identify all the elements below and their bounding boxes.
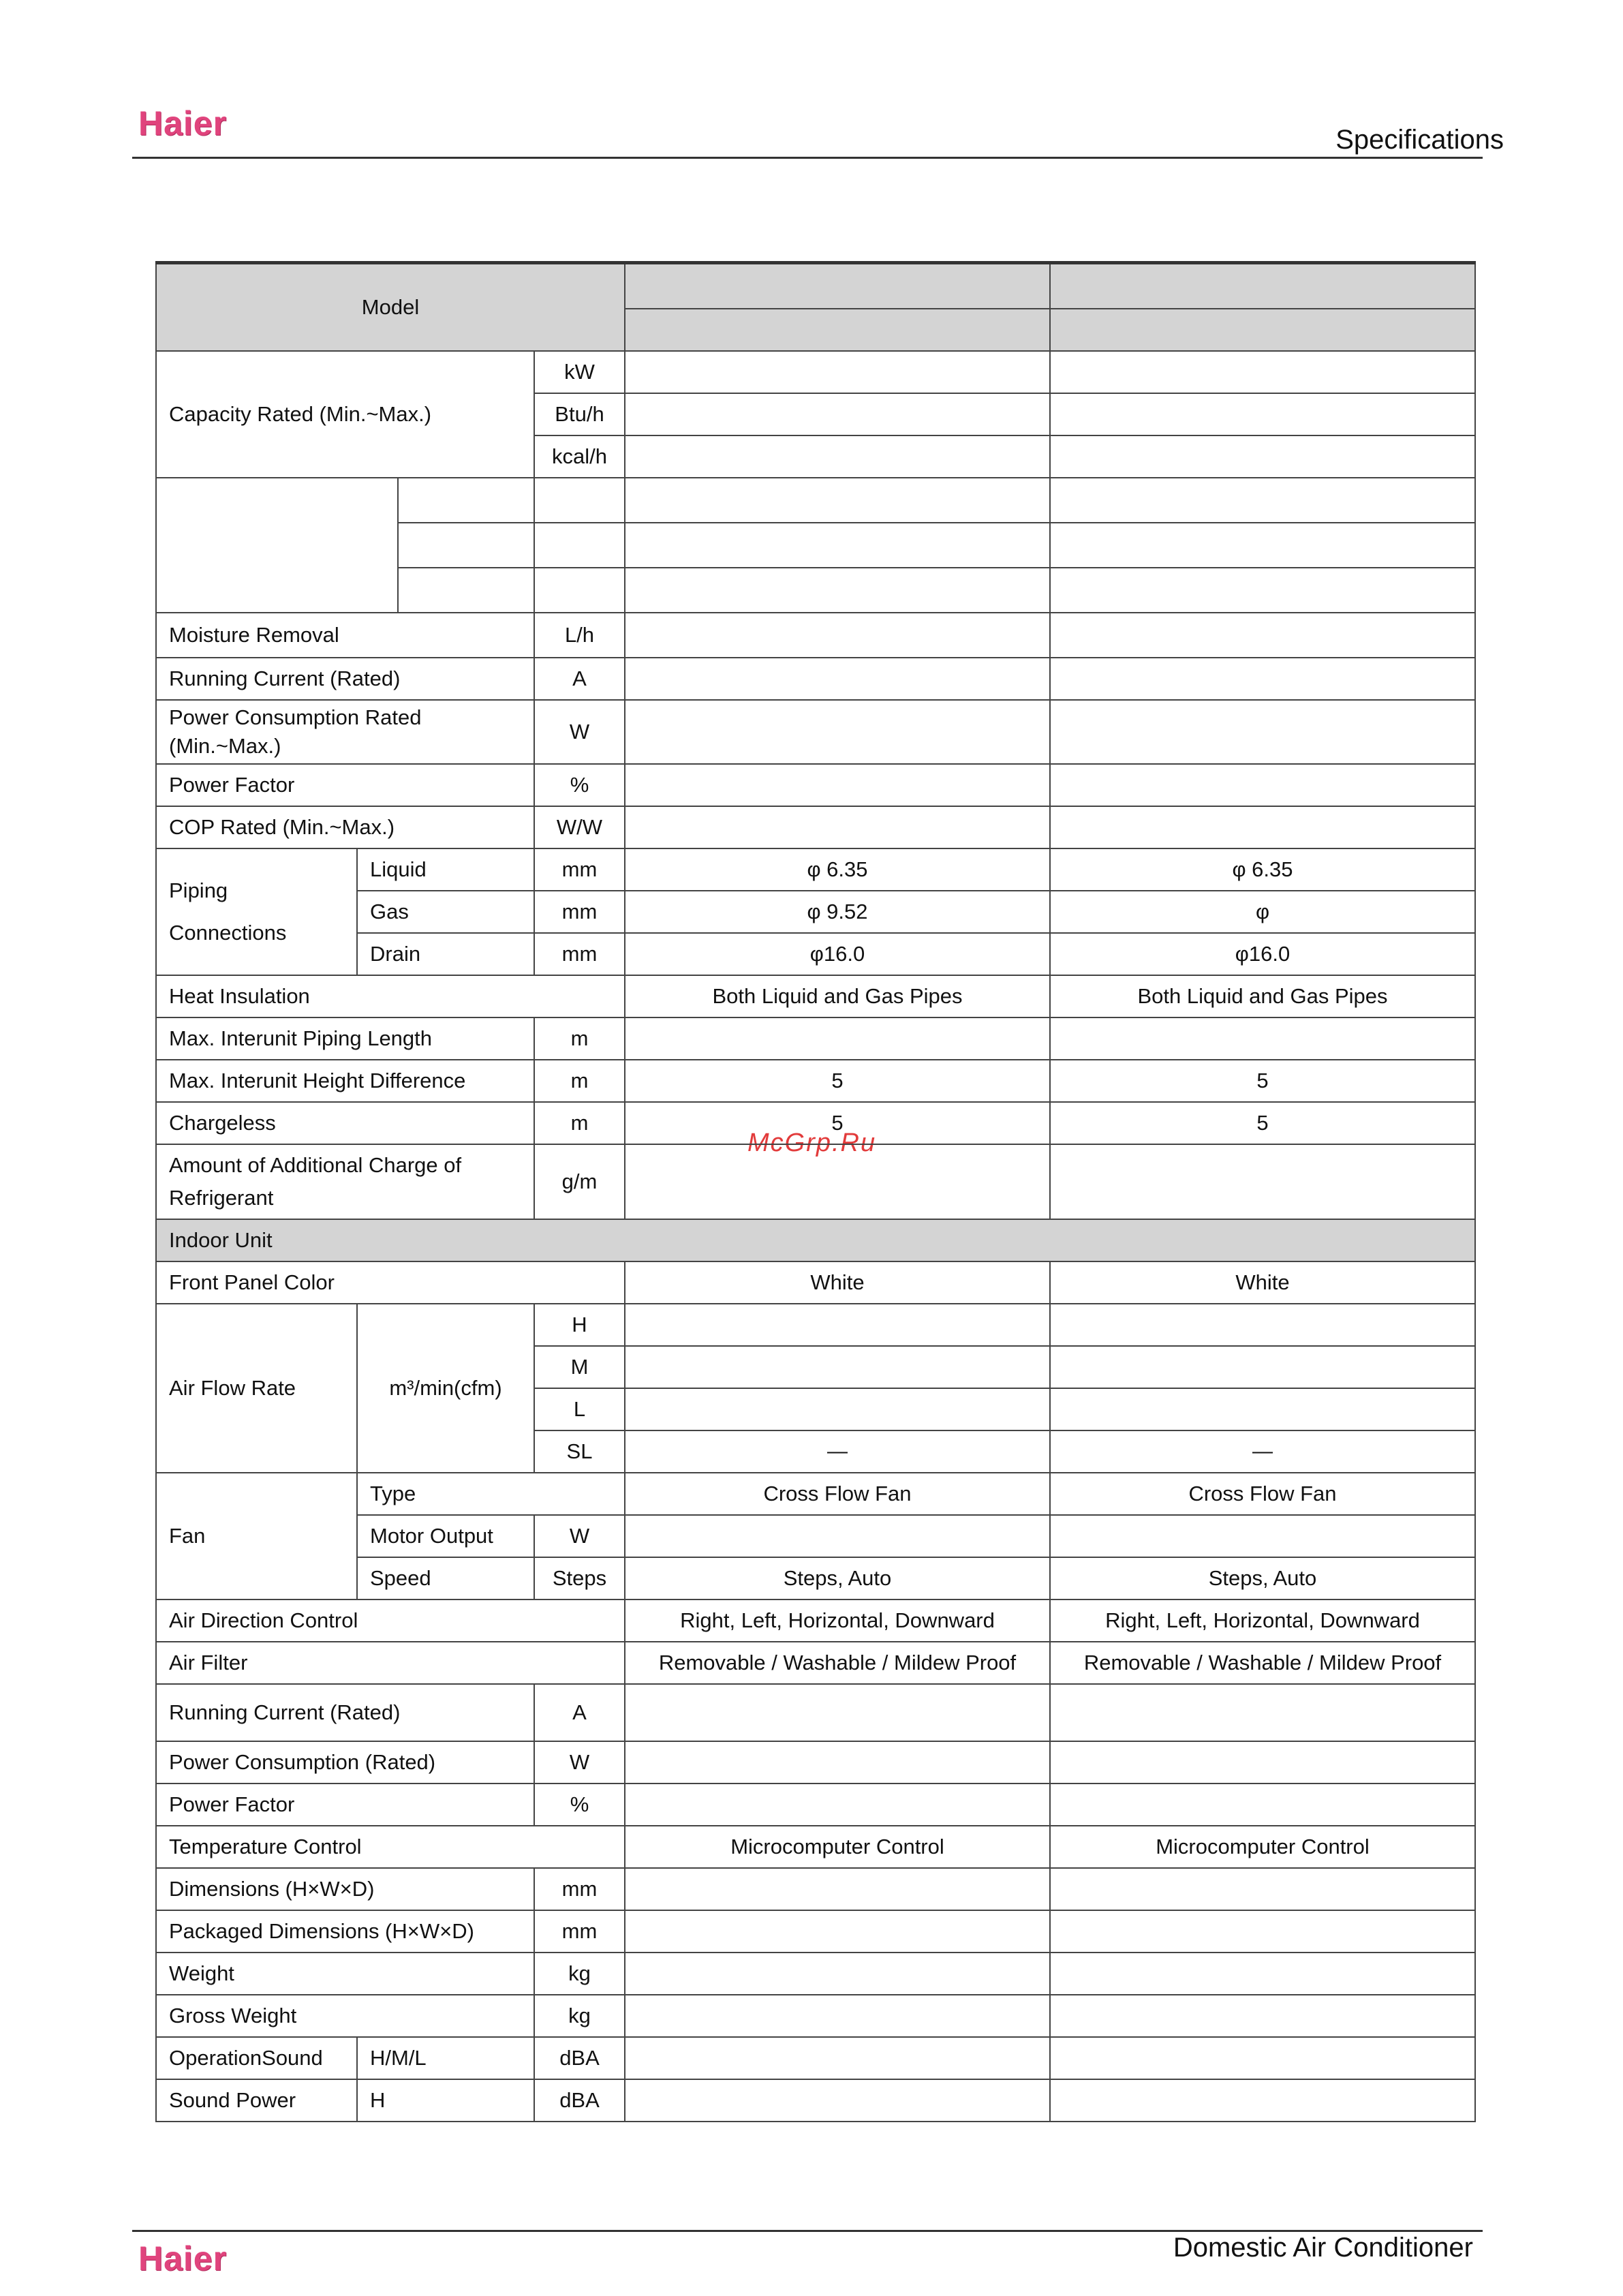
chargeless-value-2: 5 bbox=[1050, 1102, 1475, 1144]
value-cell bbox=[625, 1868, 1050, 1910]
model-sub-2 bbox=[1050, 309, 1475, 351]
value-cell bbox=[625, 1995, 1050, 2037]
fan-type-value-1: Cross Flow Fan bbox=[625, 1473, 1050, 1515]
value-cell bbox=[1050, 1868, 1475, 1910]
indoor-power-factor-row bbox=[156, 1784, 1475, 1826]
gross-weight-label: Gross Weight bbox=[156, 1995, 534, 2037]
chargeless-row bbox=[156, 1102, 1475, 1144]
value-cell bbox=[1050, 1684, 1475, 1741]
unit-m: m bbox=[534, 1102, 625, 1144]
value-cell bbox=[625, 806, 1050, 848]
additional-charge-row bbox=[156, 1144, 1475, 1219]
motor-output-label: Motor Output bbox=[357, 1515, 534, 1557]
value-cell bbox=[1050, 435, 1475, 478]
blank-cell bbox=[398, 523, 534, 568]
value-cell bbox=[1050, 613, 1475, 658]
fan-speed-label: Speed bbox=[357, 1557, 534, 1599]
gross-weight-row bbox=[156, 1995, 1475, 2037]
heat-insulation-value-1: Both Liquid and Gas Pipes bbox=[625, 975, 1050, 1017]
front-panel-color-value-1: White bbox=[625, 1261, 1050, 1304]
dimensions-label: Dimensions (H×W×D) bbox=[156, 1868, 534, 1910]
unit-btuh: Btu/h bbox=[534, 393, 625, 435]
sound-power-row bbox=[156, 2079, 1475, 2122]
air-flow-h-row bbox=[156, 1304, 1475, 1346]
dimensions-row bbox=[156, 1868, 1475, 1910]
heat-insulation-label: Heat Insulation bbox=[156, 975, 625, 1017]
value-cell bbox=[1050, 523, 1475, 568]
indoor-running-current-label: Running Current (Rated) bbox=[156, 1684, 534, 1741]
value-cell bbox=[1050, 764, 1475, 806]
indoor-running-current-row bbox=[156, 1684, 1475, 1741]
sl-value-1: — bbox=[625, 1430, 1050, 1473]
unit-pct: % bbox=[534, 764, 625, 806]
unit-w: W bbox=[534, 1515, 625, 1557]
value-cell bbox=[1050, 1017, 1475, 1060]
value-cell bbox=[1050, 1910, 1475, 1953]
footer-title: Domestic Air Conditioner bbox=[1173, 2233, 1473, 2263]
drain-label: Drain bbox=[357, 933, 534, 975]
fan-speed-value-2: Steps, Auto bbox=[1050, 1557, 1475, 1599]
indoor-power-consumption-label: Power Consumption (Rated) bbox=[156, 1741, 534, 1784]
moisture-removal-row bbox=[156, 613, 1475, 658]
unit-mm: mm bbox=[534, 933, 625, 975]
unit-m: m bbox=[534, 1060, 625, 1102]
blank-row bbox=[156, 478, 1475, 523]
cop-label: COP Rated (Min.~Max.) bbox=[156, 806, 534, 848]
front-panel-color-value-2: White bbox=[1050, 1261, 1475, 1304]
chargeless-value-1: 5 bbox=[625, 1102, 1050, 1144]
power-consumption-label: Power Consumption Rated (Min.~Max.) bbox=[156, 700, 534, 764]
value-cell bbox=[625, 1741, 1050, 1784]
capacity-row-kw bbox=[156, 351, 1475, 393]
blank-label bbox=[156, 478, 398, 613]
air-flow-rate-label: Air Flow Rate bbox=[156, 1304, 357, 1473]
fan-speed-value-1: Steps, Auto bbox=[625, 1557, 1050, 1599]
value-cell bbox=[625, 1684, 1050, 1741]
fan-type-value-2: Cross Flow Fan bbox=[1050, 1473, 1475, 1515]
power-factor-label: Power Factor bbox=[156, 764, 534, 806]
value-cell bbox=[1050, 393, 1475, 435]
value-cell bbox=[1050, 806, 1475, 848]
unit-pct: % bbox=[534, 1784, 625, 1826]
blank-cell bbox=[398, 568, 534, 613]
unit-steps: Steps bbox=[534, 1557, 625, 1599]
air-filter-label: Air Filter bbox=[156, 1642, 625, 1684]
value-cell bbox=[625, 568, 1050, 613]
blank-cell bbox=[534, 478, 625, 523]
unit-dba: dBA bbox=[534, 2037, 625, 2079]
unit-mm: mm bbox=[534, 1910, 625, 1953]
cop-row bbox=[156, 806, 1475, 848]
value-cell bbox=[1050, 2079, 1475, 2122]
indoor-power-consumption-row bbox=[156, 1741, 1475, 1784]
power-factor-row bbox=[156, 764, 1475, 806]
temperature-control-value-1: Microcomputer Control bbox=[625, 1826, 1050, 1868]
blank-cell bbox=[534, 568, 625, 613]
unit-a: A bbox=[534, 658, 625, 700]
value-cell bbox=[1050, 568, 1475, 613]
indoor-unit-row bbox=[156, 1219, 1475, 1261]
value-cell bbox=[625, 523, 1050, 568]
value-cell bbox=[1050, 1144, 1475, 1219]
value-cell bbox=[625, 1784, 1050, 1826]
unit-mm: mm bbox=[534, 1868, 625, 1910]
additional-charge-label: Amount of Additional Charge of Refrigerant bbox=[156, 1144, 534, 1219]
value-cell bbox=[1050, 351, 1475, 393]
value-cell bbox=[625, 700, 1050, 764]
unit-mm: mm bbox=[534, 891, 625, 933]
temperature-control-label: Temperature Control bbox=[156, 1826, 625, 1868]
capacity-label: Capacity Rated (Min.~Max.) bbox=[156, 351, 534, 478]
value-cell bbox=[625, 2037, 1050, 2079]
gas-value-1: φ 9.52 bbox=[625, 891, 1050, 933]
max-height-diff-label: Max. Interunit Height Difference bbox=[156, 1060, 534, 1102]
value-cell bbox=[625, 764, 1050, 806]
gas-label: Gas bbox=[357, 891, 534, 933]
air-direction-row bbox=[156, 1599, 1475, 1642]
indoor-power-factor-label: Power Factor bbox=[156, 1784, 534, 1826]
unit-mm: mm bbox=[534, 848, 625, 891]
unit-gm: g/m bbox=[534, 1144, 625, 1219]
packaged-dimensions-row bbox=[156, 1910, 1475, 1953]
liquid-value-2: φ 6.35 bbox=[1050, 848, 1475, 891]
model-row bbox=[156, 263, 1475, 309]
header-rule bbox=[132, 157, 1483, 159]
gas-value-2: φ bbox=[1050, 891, 1475, 933]
unit-kg: kg bbox=[534, 1995, 625, 2037]
fan-label: Fan bbox=[156, 1473, 357, 1599]
value-cell bbox=[625, 478, 1050, 523]
value-cell bbox=[1050, 1741, 1475, 1784]
air-direction-value-2: Right, Left, Horizontal, Downward bbox=[1050, 1599, 1475, 1642]
value-cell bbox=[625, 1346, 1050, 1388]
air-direction-value-1: Right, Left, Horizontal, Downward bbox=[625, 1599, 1050, 1642]
value-cell bbox=[625, 658, 1050, 700]
speed-m-label: M bbox=[534, 1346, 625, 1388]
liquid-label: Liquid bbox=[357, 848, 534, 891]
specifications-table bbox=[155, 261, 1476, 2122]
unit-kcalh: kcal/h bbox=[534, 435, 625, 478]
running-current-label: Running Current (Rated) bbox=[156, 658, 534, 700]
temperature-control-row bbox=[156, 1826, 1475, 1868]
max-piping-length-label: Max. Interunit Piping Length bbox=[156, 1017, 534, 1060]
value-cell bbox=[625, 435, 1050, 478]
front-panel-color-row bbox=[156, 1261, 1475, 1304]
unit-dba: dBA bbox=[534, 2079, 625, 2122]
chargeless-label: Chargeless bbox=[156, 1102, 534, 1144]
value-cell bbox=[1050, 700, 1475, 764]
speed-l-label: L bbox=[534, 1388, 625, 1430]
front-panel-color-label: Front Panel Color bbox=[156, 1261, 625, 1304]
packaged-dimensions-label: Packaged Dimensions (H×W×D) bbox=[156, 1910, 534, 1953]
liquid-value-1: φ 6.35 bbox=[625, 848, 1050, 891]
unit-kg: kg bbox=[534, 1953, 625, 1995]
sl-value-2: — bbox=[1050, 1430, 1475, 1473]
page-title: Specifications bbox=[1335, 125, 1504, 155]
haier-logo: Haier bbox=[138, 104, 228, 142]
unit-m: m bbox=[534, 1017, 625, 1060]
value-cell bbox=[625, 2079, 1050, 2122]
operation-sound-row bbox=[156, 2037, 1475, 2079]
watermark: McGrp.Ru bbox=[747, 1129, 877, 1157]
air-direction-label: Air Direction Control bbox=[156, 1599, 625, 1642]
value-cell bbox=[625, 1515, 1050, 1557]
value-cell bbox=[1050, 1995, 1475, 2037]
operation-sound-label: OperationSound bbox=[156, 2037, 357, 2079]
speed-h-label: H bbox=[534, 1304, 625, 1346]
value-cell bbox=[625, 1144, 1050, 1219]
value-cell bbox=[1050, 1388, 1475, 1430]
hml-label: H/M/L bbox=[357, 2037, 534, 2079]
heat-insulation-row bbox=[156, 975, 1475, 1017]
value-cell bbox=[625, 1953, 1050, 1995]
unit-lh: L/h bbox=[534, 613, 625, 658]
value-cell bbox=[625, 393, 1050, 435]
value-cell bbox=[1050, 658, 1475, 700]
weight-label: Weight bbox=[156, 1953, 534, 1995]
speed-sl-label: SL bbox=[534, 1430, 625, 1473]
power-consumption-row bbox=[156, 700, 1475, 764]
air-filter-row bbox=[156, 1642, 1475, 1684]
fan-type-label: Type bbox=[357, 1473, 625, 1515]
max-height-diff-value-2: 5 bbox=[1050, 1060, 1475, 1102]
value-cell bbox=[625, 1304, 1050, 1346]
value-cell bbox=[1050, 2037, 1475, 2079]
weight-row bbox=[156, 1953, 1475, 1995]
max-piping-length-row bbox=[156, 1017, 1475, 1060]
fan-type-row bbox=[156, 1473, 1475, 1515]
value-cell bbox=[1050, 1304, 1475, 1346]
indoor-unit-heading: Indoor Unit bbox=[156, 1219, 1475, 1261]
heat-insulation-value-2: Both Liquid and Gas Pipes bbox=[1050, 975, 1475, 1017]
unit-kw: kW bbox=[534, 351, 625, 393]
model-name-1 bbox=[625, 263, 1050, 309]
unit-cmm: m³/min(cfm) bbox=[357, 1304, 534, 1473]
unit-ww: W/W bbox=[534, 806, 625, 848]
value-cell bbox=[1050, 1953, 1475, 1995]
piping-connections-label: Piping Connections bbox=[156, 848, 357, 975]
sound-power-label: Sound Power bbox=[156, 2079, 357, 2122]
unit-w: W bbox=[534, 1741, 625, 1784]
temperature-control-value-2: Microcomputer Control bbox=[1050, 1826, 1475, 1868]
max-height-diff-row bbox=[156, 1060, 1475, 1102]
footer-rule bbox=[132, 2230, 1483, 2232]
unit-a: A bbox=[534, 1684, 625, 1741]
value-cell bbox=[1050, 478, 1475, 523]
haier-logo-footer: Haier bbox=[138, 2239, 228, 2278]
running-current-row bbox=[156, 658, 1475, 700]
value-cell bbox=[625, 1910, 1050, 1953]
value-cell bbox=[625, 1017, 1050, 1060]
value-cell bbox=[1050, 1784, 1475, 1826]
value-cell bbox=[625, 351, 1050, 393]
value-cell bbox=[1050, 1346, 1475, 1388]
max-height-diff-value-1: 5 bbox=[625, 1060, 1050, 1102]
model-name-2 bbox=[1050, 263, 1475, 309]
blank-cell bbox=[398, 478, 534, 523]
value-cell bbox=[1050, 1515, 1475, 1557]
piping-liquid-row bbox=[156, 848, 1475, 891]
drain-value-1: φ16.0 bbox=[625, 933, 1050, 975]
moisture-removal-label: Moisture Removal bbox=[156, 613, 534, 658]
sound-power-h-label: H bbox=[357, 2079, 534, 2122]
model-label: Model bbox=[156, 263, 625, 352]
value-cell bbox=[625, 1388, 1050, 1430]
model-sub-1 bbox=[625, 309, 1050, 351]
air-filter-value-1: Removable / Washable / Mildew Proof bbox=[625, 1642, 1050, 1684]
blank-cell bbox=[534, 523, 625, 568]
value-cell bbox=[625, 613, 1050, 658]
air-filter-value-2: Removable / Washable / Mildew Proof bbox=[1050, 1642, 1475, 1684]
drain-value-2: φ16.0 bbox=[1050, 933, 1475, 975]
unit-w: W bbox=[534, 700, 625, 764]
